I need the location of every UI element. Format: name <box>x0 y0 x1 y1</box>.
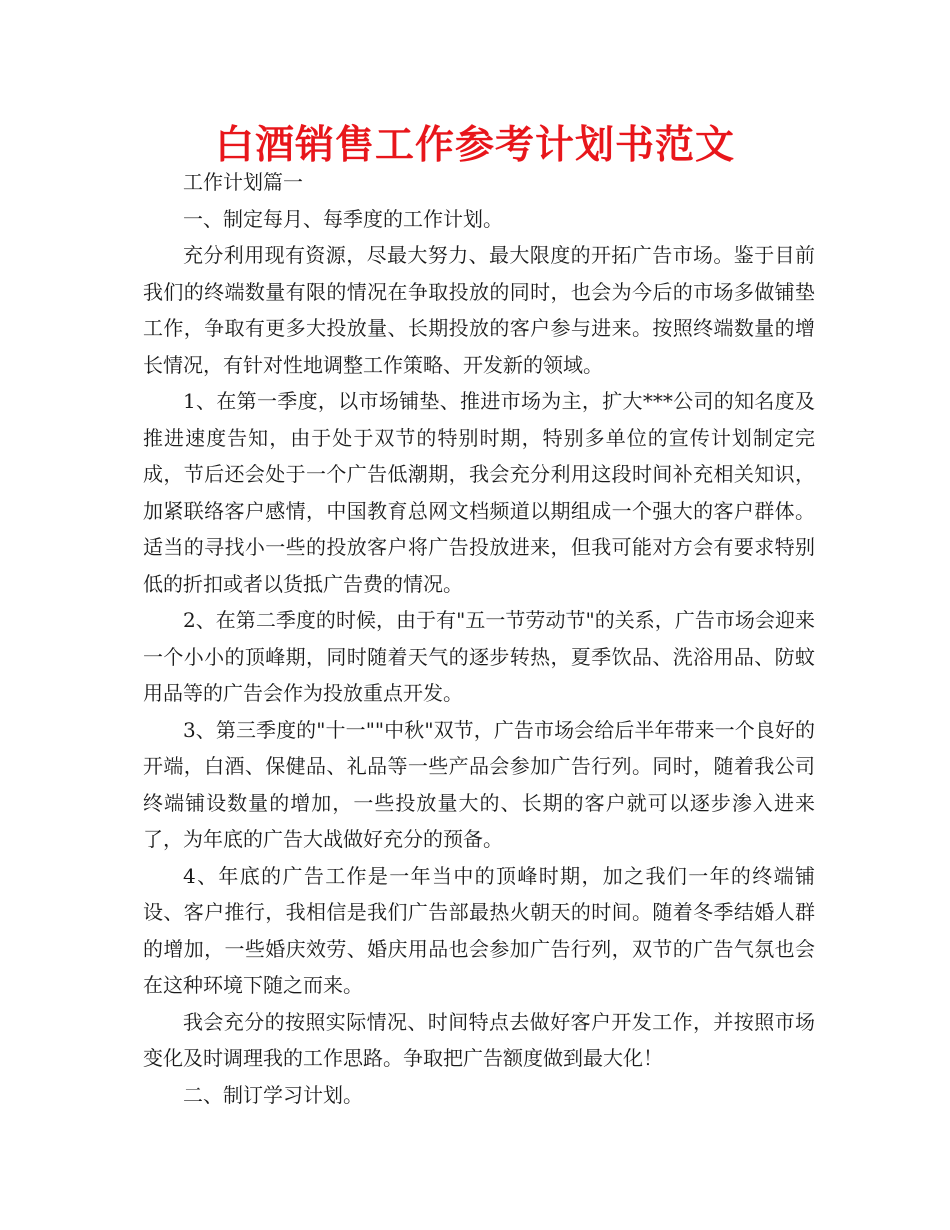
body-paragraph: 1、在第一季度，以市场铺垫、推进市场为主，扩大***公司的知名度及推进速度告知，由于处于双节的特别时期，特别多单位的宣传计划制定完成，节后还会处于一个广告低潮期，我会充分利用这段时间补充相关知识，加紧联络客户感情，中国教育总网文档频道以期组成一个强大的客户群体。适当的寻找小一些的投放客户将广告投放进来，但我可能对方会有要求特别低的折扣或者以货抵广告费的情况。 <box>143 389 815 596</box>
section-heading: 工作计划篇一 <box>183 170 303 194</box>
body-paragraph: 2、在第二季度的时候，由于有"五一节劳动节"的关系，广告市场会迎来一个小小的顶峰期，同时随着天气的逐步转热，夏季饮品、洗浴用品、防蚊用品等的广告会作为投放重点开发。 <box>143 608 815 705</box>
section-heading: 二、制订学习计划。 <box>183 1082 363 1107</box>
body-paragraph: 充分利用现有资源，尽最大努力、最大限度的开拓广告市场。鉴于目前我们的终端数量有限的情况在争取投放的同时，也会为今后的市场多做铺垫工作，争取有更多大投放量、长期投放的客户参与进来。按照终端数量的增长情况，有针对性地调整工作策略、开发新的领域。 <box>143 243 815 377</box>
section-heading: 一、制定每月、每季度的工作计划。 <box>183 206 503 231</box>
body-paragraph: 3、第三季度的"十一""中秋"双节，广告市场会给后半年带来一个良好的开端，白酒、保健品、礼品等一些产品会参加广告行列。同时，随着我公司终端铺设数量的增加，一些投放量大的、长期的客户就可以逐步渗入进来了，为年底的广告大战做好充分的预备。 <box>143 717 815 851</box>
document-body <box>143 164 815 1113</box>
document-title: 白酒销售工作参考计划书范文 <box>214 123 735 168</box>
body-paragraph: 4、年底的广告工作是一年当中的顶峰时期，加之我们一年的终端铺设、客户推行，我相信是我们广告部最热火朝天的时间。随着冬季结婚人群的增加，一些婚庆效劳、婚庆用品也会参加广告行列，双节的广告气氛也会在这种环境下随之而来。 <box>143 863 815 997</box>
body-paragraph: 我会充分的按照实际情况、时间特点去做好客户开发工作，并按照市场变化及时调理我的工作思路。争取把广告额度做到最大化！ <box>143 1009 815 1070</box>
